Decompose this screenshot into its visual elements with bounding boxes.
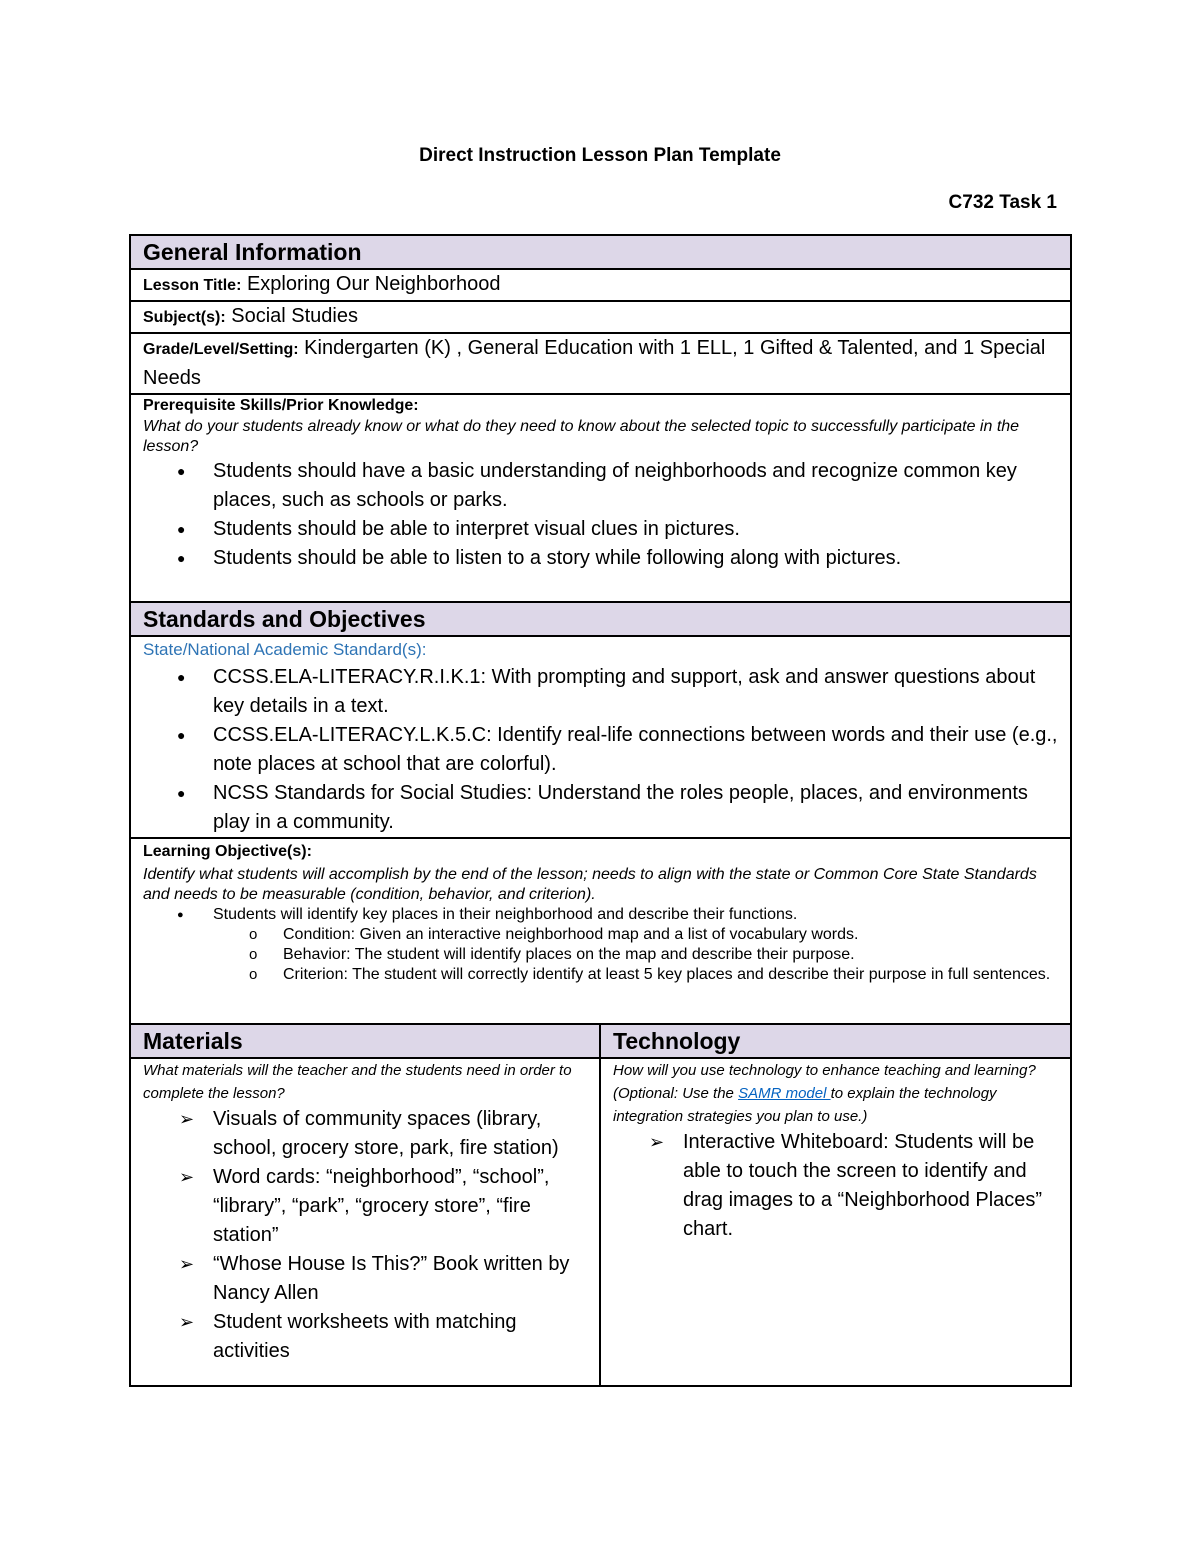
materials-header: Materials: [130, 1024, 600, 1058]
technology-prompt-start: How will you use technology to enhance teaching and learning? (Optional: Use the: [613, 1062, 1036, 1102]
standards-header: Standards and Objectives: [130, 602, 1071, 636]
document-title: Direct Instruction Lesson Plan Template: [419, 145, 781, 166]
list-item: o Criterion: The student will correctly identify at least 5 key places and describe their purpose in full sentences.: [283, 965, 1058, 985]
list-item: ➢ Student worksheets with matching activities: [213, 1308, 587, 1366]
subject-row: [130, 301, 1071, 333]
learning-objectives-label: Learning Objective(s):: [143, 843, 312, 860]
technology-prompt-end: to explain the technology integration strategies you plan to use.): [613, 1085, 997, 1125]
technology-cell: [600, 1058, 1071, 1386]
list-item: [213, 905, 1058, 985]
objective-sublist: [213, 925, 1058, 985]
lesson-title-value: Exploring Our Neighborhood: [246, 273, 501, 295]
list-item: ➢ Word cards: “neighborhood”, “school”, “library”, “park”, “grocery store”, “fire station”: [213, 1163, 587, 1250]
lesson-title-label: Lesson Title:: [143, 277, 242, 294]
samr-model-link[interactable]: SAMR model: [738, 1085, 831, 1102]
list-item: ● Students should be able to interpret visual clues in pictures.: [213, 515, 1058, 544]
grade-value: Kindergarten (K) , General Education with 1 ELL, 1 Gifted & Talented, and 1 Special Needs: [143, 337, 1046, 389]
academic-standards-row: [130, 636, 1071, 838]
lesson-title-row: [130, 269, 1071, 301]
list-item: ● CCSS.ELA-LITERACY.R.I.K.1: With prompting and support, ask and answer questions about key details in a text.: [213, 663, 1058, 721]
grade-label: Grade/Level/Setting:: [143, 341, 299, 358]
objective-text: Students will identify key places in their neighborhood and describe their functions.: [213, 906, 798, 923]
technology-header: Technology: [600, 1024, 1071, 1058]
list-item: ➢ “Whose House Is This?” Book written by Nancy Allen: [213, 1250, 587, 1308]
list-item: ➢ Interactive Whiteboard: Students will be able to touch the screen to identify and drag images to a “Neighborhood Places” chart.: [683, 1128, 1058, 1244]
materials-cell: [130, 1058, 600, 1386]
list-item: ● Students should have a basic understanding of neighborhoods and recognize common key places, such as schools or parks.: [213, 457, 1058, 515]
materials-prompt: What materials will the teacher and the students need in order to complete the lesson?: [143, 1062, 572, 1102]
list-item: ● CCSS.ELA-LITERACY.L.K.5.C: Identify real-life connections between words and their use (e.g., note places at school that are colorful).: [213, 721, 1058, 779]
materials-list: [143, 1105, 587, 1366]
list-item: o Condition: Given an interactive neighborhood map and a list of vocabulary words.: [283, 925, 1058, 945]
prereq-prompt: What do your students already know or what do they need to know about the selected topic to successfully participate in the lesson?: [143, 418, 1020, 455]
list-item: o Behavior: The student will identify places on the map and describe their purpose.: [283, 945, 1058, 965]
subject-label: Subject(s):: [143, 309, 226, 326]
task-id: C732 Task 1: [948, 192, 1057, 213]
prereq-list: [143, 457, 1058, 573]
learning-objectives-row: [130, 838, 1071, 1024]
lesson-plan-table: [129, 234, 1072, 1387]
prereq-label: Prerequisite Skills/Prior Knowledge:: [143, 397, 419, 414]
general-info-header: General Information: [130, 235, 1071, 269]
academic-standards-label: State/National Academic Standard(s):: [143, 640, 427, 659]
list-item: ● NCSS Standards for Social Studies: Understand the roles people, places, and environments play in a community.: [213, 779, 1058, 837]
academic-standards-list: [143, 663, 1058, 837]
objectives-list: [143, 905, 1058, 985]
list-item: ➢ Visuals of community spaces (library, school, grocery store, park, fire station): [213, 1105, 587, 1163]
grade-row: [130, 333, 1071, 394]
technology-prompt: [613, 1059, 1058, 1128]
subject-value: Social Studies: [231, 305, 358, 327]
prereq-row: [130, 394, 1071, 602]
learning-objectives-prompt: Identify what students will accomplish by the end of the lesson; needs to align with the state or Common Core State Standards and needs to be measurable (condition, behavior, and criterion).: [143, 866, 1037, 903]
technology-list: [613, 1128, 1058, 1244]
list-item: ● Students should be able to listen to a story while following along with pictures.: [213, 544, 1058, 573]
